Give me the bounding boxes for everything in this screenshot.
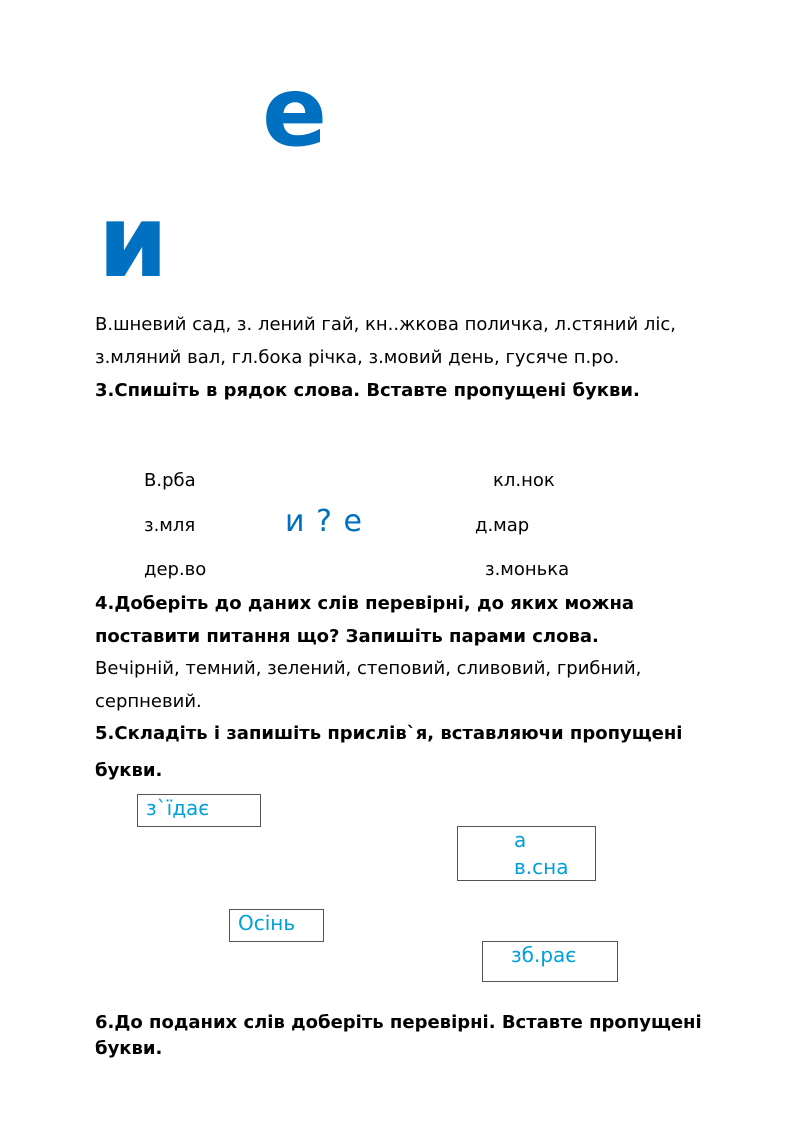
- exercise6-heading-line2: букви.: [95, 1038, 163, 1059]
- word-item: д.мар: [475, 515, 530, 536]
- exercise4-heading-line2: поставити питання що? Запишіть парами слова.: [95, 626, 599, 647]
- proverb-word: з`їдає: [146, 796, 210, 820]
- word-item: з.мля: [144, 515, 196, 536]
- exercise6-heading-line1: 6.До поданих слів доберіть перевірні. Вставте пропущені: [95, 1012, 702, 1033]
- proverb-word: Осінь: [238, 911, 296, 935]
- exercise5-heading-line2: букви.: [95, 760, 163, 781]
- proverb-word-box: [229, 909, 324, 942]
- proverb-word: а: [514, 828, 527, 852]
- exercise5-heading-line1: 5.Складіть і запишіть прислів`я, вставляючи пропущені: [95, 723, 683, 744]
- exercise2-line1: В.шневий сад, з. лений гай, кн..жкова поличка, л.стяний ліс,: [95, 314, 676, 335]
- word-item: з.монька: [485, 559, 570, 580]
- exercise4-heading-line1: 4.Доберіть до даних слів перевірні, до яких можна: [95, 593, 635, 614]
- exercise3-heading: 3.Спишіть в рядок слова. Вставте пропущені букви.: [95, 380, 640, 401]
- letter-choice-hint: и ? е: [285, 504, 363, 539]
- proverb-word-box: [457, 826, 596, 881]
- proverb-word: зб.рає: [511, 943, 577, 967]
- word-item: В.рба: [144, 470, 196, 491]
- proverb-word: в.сна: [514, 855, 569, 879]
- word-item: дер.во: [144, 559, 207, 580]
- exercise4-body-line1: Вечірній, темний, зелений, степовий, сливовий, грибний,: [95, 658, 642, 679]
- word-item: кл.нок: [493, 470, 555, 491]
- proverb-word-box: [137, 794, 261, 827]
- exercise2-line2: з.мляний вал, гл.бока річка, з.мовий день, гусяче п.ро.: [95, 347, 620, 368]
- big-letter-e: е: [262, 56, 328, 168]
- big-letter-i: и: [98, 183, 169, 300]
- exercise4-body-line2: серпневий.: [95, 691, 202, 712]
- proverb-word-box: [482, 941, 618, 982]
